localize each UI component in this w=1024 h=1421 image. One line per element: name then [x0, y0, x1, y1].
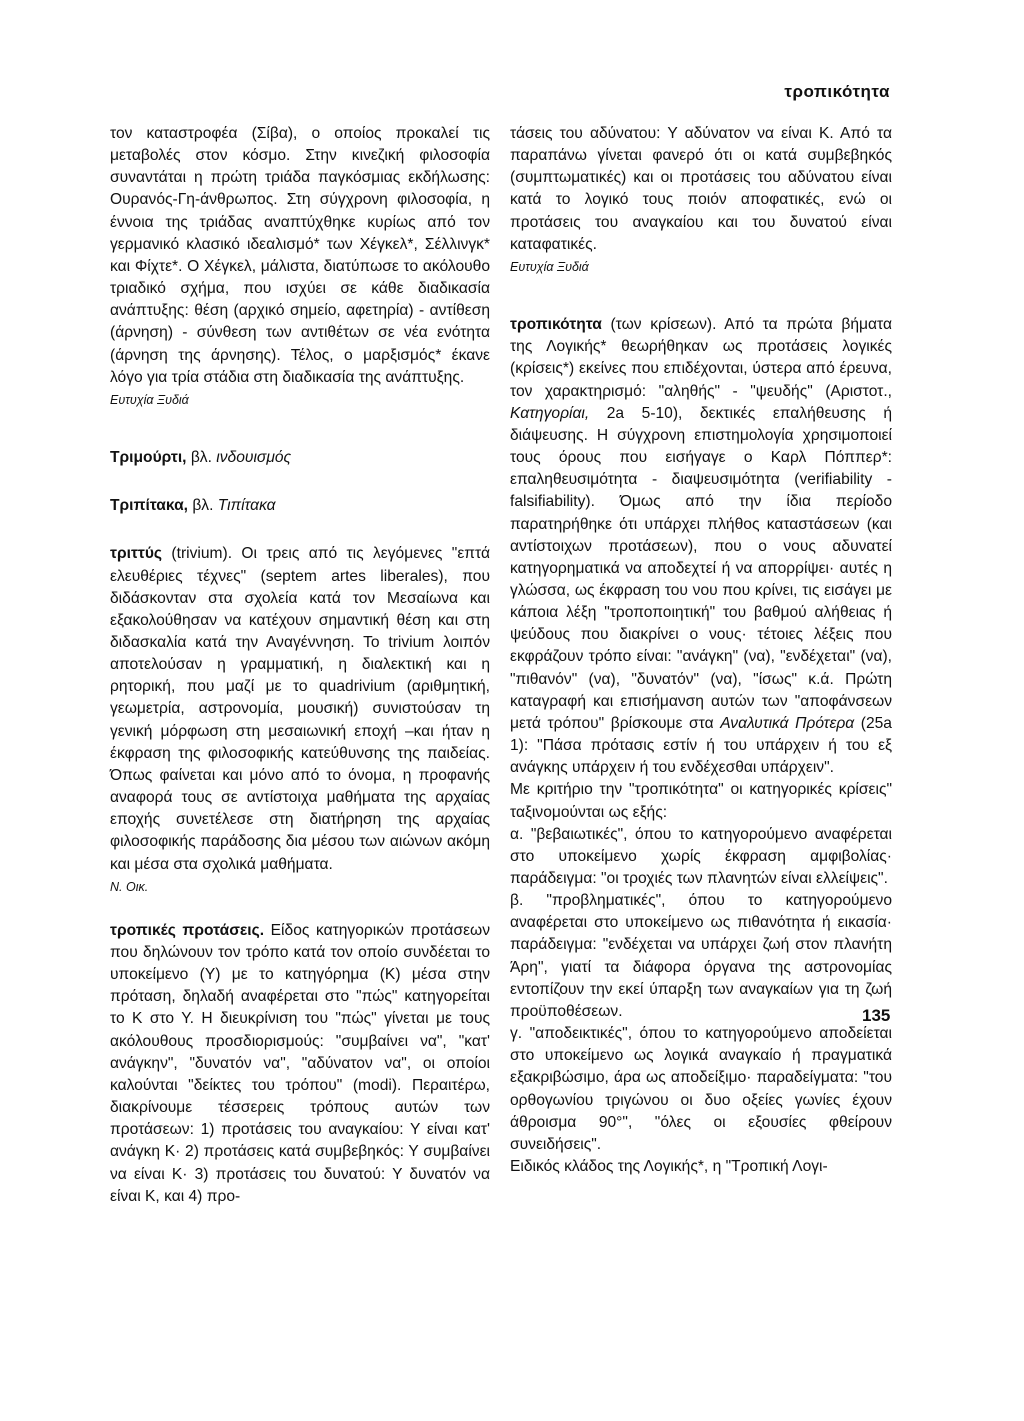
- criteria-paragraph: Με κριτήριο την "τροπικότητα" οι κατηγορικές κρίσεις" ταξινομούνται ως εξής:: [510, 781, 892, 821]
- entry-trittys: [110, 543, 490, 875]
- entry-headword: τροπικές προτάσεις.: [110, 921, 265, 939]
- list-item-c: γ. "αποδεικτικές", όπου το κατηγορούμενο αποδείεται στο υποκείμενο ως λογικά αναγκαίο ή πραγματικά εξακριβώσιμο, άρα ως αποδείξιμο· παραδείγματα: "του ορθογωνίου τριγώνου οι δυο οξείες γωνίες έχουν άθροισμα 90°", "όλες οι εξουσίες φθείρουν συνειδήσεις".: [510, 1025, 892, 1153]
- right-column: [510, 123, 892, 1178]
- cross-reference: Τιπίτακα: [217, 497, 276, 515]
- see-also-marker: βλ.: [192, 497, 214, 515]
- entry-tripitaka: [110, 495, 490, 517]
- list-item-b: β. "προβληματικές", όπου το κατηγορούμενο αναφέρεται στο υποκείμενο ως πιθανότητα ή εικασία· παράδειγμα: "ενδέχεται να υπάρχει ζωή στον πλανήτη Άρη", γιατί τα διάφορα όργανα της αστρονομίας εντοπίζουν την εκεί ύπαρξη των αναγκαίων για τη ζωή προϋποθέσεων.: [510, 892, 892, 1020]
- left-column: [110, 123, 490, 1208]
- cross-reference: ινδουισμός: [216, 449, 292, 467]
- entry-headword: τριττύς: [110, 545, 163, 563]
- entry-headword: Τριμούρτι,: [110, 449, 187, 467]
- left-paragraph-continuation: τον καταστροφέα (Σίβα), ο οποίος προκαλεί τις μεταβολές στον κόσμο. Στην κινεζική φιλοσοφία συναντάται η πρώτη τριάδα παγκόσμιας εκδήλωσης: Ουρανός-Γη-άνθρωπος. Στη σύγχρονη φιλοσοφία, η έννοια της τριάδας αναπτύχθηκε κυρίως από τον γερμανικό κλασικό ιδεαλισμό* των Χέγκελ*, Σέλλινγκ* και Φίχτε*. Ο Χέγκελ, μάλιστα, διατύπωσε το ακόλουθο τριαδικό σχήμα, που ισχύει σε κάθε διαδικασία ανάπτυξης: θέση (αρχικό σημείο, αφετηρία) - αντίθεση (άρνηση) - σύνθεση των αντιθέτων σε νέα ενότητα (άρνηση της άρνησης). Τέλος, ο μαρξισμός* έκανε λόγο για τρία στάδια στη διαδικασία της ανάπτυξης.: [110, 125, 490, 386]
- entry-text: (των κρίσεων). Από τα πρώτα βήματα της Λογικής* θεωρήθηκαν ως προτάσεις λογικές (κρίσεις*) εκείνες που επιδέχονται, ύστερα από έρευνα, τον χαρακτηρισμό: "αληθής" - "ψευδής" (Αριστοτ.,: [510, 316, 892, 400]
- list-item-a: α. "βεβαιωτικές", όπου το κατηγορούμενο αναφέρεται στο υποκείμενο χωρίς έκφραση αμφιβολίας· παράδειγμα: "οι τροχιές των πλανητών είναι ελλείψεις".: [510, 825, 892, 887]
- entry-text: Είδος κατηγορικών προτάσεων που δηλώνουν τον τρόπο κατά τον οποίο συνδέεται το υποκείμενο (Υ) με το κατηγόρημα (Κ) μέσα στην πρόταση, δηλαδή αναφέρεται στο "πώς" κατηγορείται το Κ στο Υ. Η διευκρίνιση του "πώς" γίνεται με τους ακόλουθους προσδιορισμούς: "συμβαίνει να", "κατ' ανάγκην", "δυνατόν να", "αδύνατον να", οι οποίοι καλούνται "δείκτες του τρόπου" (modi). Περαιτέρω, διακρίνουμε τέσσερεις τρόπους αυτών των προτάσεων: 1) προτάσεις του αναγκαίου: Υ είναι κατ' ανάγκη Κ· 2) προτάσεις κατά συμβεβηκός: Υ συμβαίνει να είναι Κ· 3) προτάσεις του δυνατού: Υ δυνατόν να είναι Κ, και 4) προ-: [110, 921, 490, 1205]
- entry-tropikes-protaseis: [110, 920, 490, 1208]
- entry-headword: Τριπίτακα,: [110, 497, 188, 515]
- running-head: τροπικότητα: [784, 82, 890, 101]
- work-title: Κατηγορίαι,: [510, 404, 590, 422]
- author-signature: Ευτυχία Ξυδιά: [110, 392, 189, 407]
- right-paragraph-continuation: τάσεις του αδύνατου: Υ αδύνατον να είναι Κ. Από τα παραπάνω γίνεται φανερό ότι οι κατά συμβεβηκός (συμπτωματικές) και οι προτάσεις του αδύνατου είναι κατά το λογικό τους ποιόν αποφατικές, ενώ οι προτάσεις του αναγκαίου και του δυνατού είναι καταφατικές.: [510, 125, 892, 253]
- entry-text: 2a 5-10), δεκτικές επαλήθευσης ή διάψευσης. Η σύγχρονη επιστημολογία χρησιμοποιεί τους όρους που εισήγαγε ο Καρλ Πόππερ*: επαληθευσιμότητα - διαψευσιμότητα (verifiability - falsifiability). Όμως από την ίδια περίοδο παρατηρήθηκε ότι υπάρχει πλήθος καταστάσεων (και αντίστοιχων προτάσεων), που ο νους αδυνατεί κατηγορηματικά να αποδεχτεί ή να απορρίψει· αυτές η γλώσσα, ως έκφραση του νου που κρίνει, τις εισάγει με κάποια λέξη "τροποποιητική" του βαθμού αλήθειας ή ψεύδους που διακρίνει ο νους· τέτοιες λέξεις που εκφράζουν τρόπο είναι: "ανάγκη" (να), "ενδέχεται" (να), "πιθανόν" (να), "δυνατόν" (να), "ίσως" κ.ά. Πρώτη καταγραφή και επισήμανση αυτών των "αποφάνσεων μετά τρόπου" βρίσκουμε στα: [510, 404, 892, 732]
- author-signature: Ν. Οικ.: [110, 879, 149, 894]
- entry-trimourti: [110, 447, 490, 469]
- page-number: 135: [862, 1006, 891, 1025]
- entry-tropikotita: [510, 314, 892, 779]
- entry-text: (trivium). Οι τρεις από τις λεγόμενες "επτά ελευθέριες τέχνες" (septem artes liberales), που διδάσκονταν στα σχολεία κατά τον Μεσαίωνα και εξακολούθησαν να κατέχουν σημαντική θέση και στη διδασκαλία κατά την Αναγέννηση. Το trivium λοιπόν αποτελούσαν η γραμματική, η διαλεκτική και η ρητορική, που μαζί με το quadrivium (αριθμητική, γεωμετρία, αστρονομία, μουσική) συνιστούσαν τη γενική μόρφωση στη μεσαιωνική εποχή –και ήταν η έκφραση της φιλοσοφικής κατεύθυνσης της παιδείας. Όπως φαίνεται και μόνο από το όνομα, η προφανής αναφορά τους σε αντίστοιχα μαθήματα της αρχαίας εποχής συνετέλεσε στη διατήρηση της αρχαίας φιλοσοφικής παράδοσης δια μέσου των αιώνων ακόμη και μέσα στα σχολικά μαθήματα.: [110, 545, 490, 873]
- entry-headword: τροπικότητα: [510, 316, 602, 334]
- closing-paragraph: Ειδικός κλάδος της Λογικής*, η "Τροπική Λογι-: [510, 1158, 828, 1176]
- see-also-marker: βλ.: [190, 449, 212, 467]
- author-signature: Ευτυχία Ξυδιά: [510, 259, 589, 274]
- work-title: Αναλυτικά Πρότερα: [720, 714, 855, 732]
- entry-text: (25a 1): "Πάσα πρότασις εστίν ή του υπάρχειν ή του εξ ανάγκης υπάρχειν ή του ενδέχεσθαι υπάρχειν".: [510, 714, 892, 777]
